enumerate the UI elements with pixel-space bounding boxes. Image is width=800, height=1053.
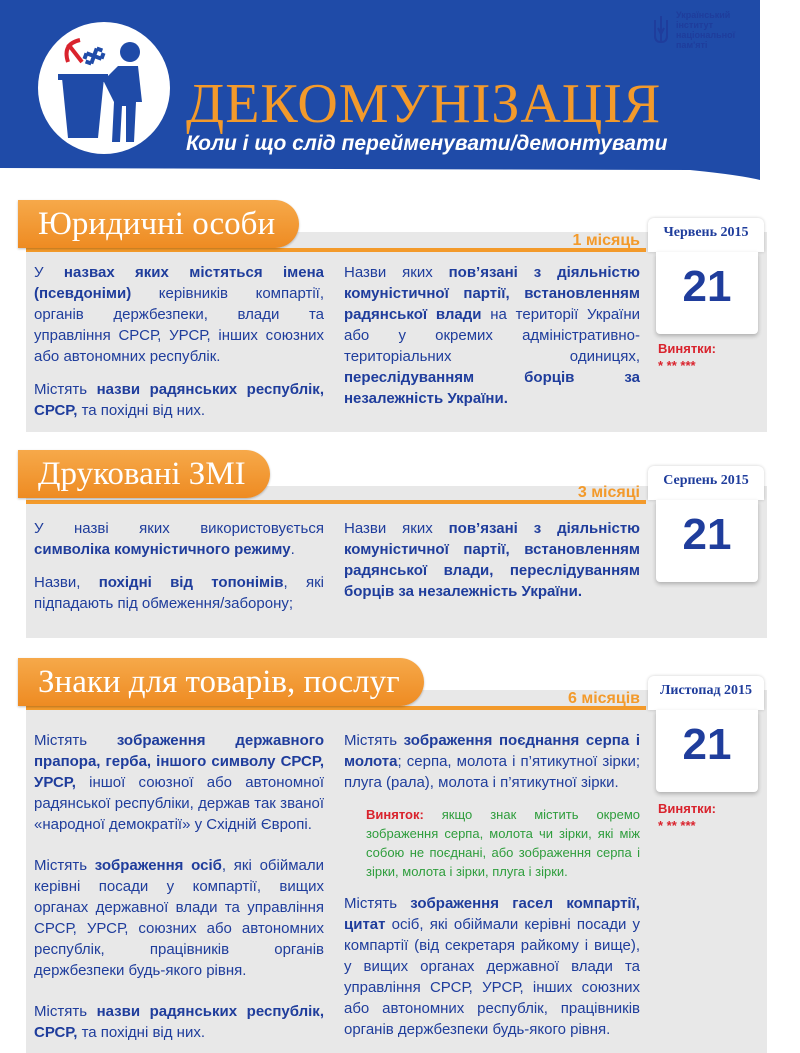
tab-print-media: Друковані ЗМІ (18, 450, 270, 498)
page-subtitle: Коли і що слід перейменувати/демонтувати (186, 132, 668, 155)
paragraph: Містять зображення державного прапора, герба, іншого символу СРСР, УРСР, іншої союзної або автономної радянської республіки, держав так званої «народної демократії» у Східній Європі. (34, 732, 324, 833)
tab-trademarks: Знаки для товарів, послуг (18, 658, 424, 706)
section-2-right-column (344, 518, 640, 614)
calendar-november (648, 676, 764, 788)
calendar-page (656, 710, 758, 792)
term-label: 6 місяців (568, 690, 640, 707)
paragraph: У назві яких використовується символіка комуністичного режиму. (34, 520, 324, 558)
exceptions-note: Винятки: * ** *** (658, 341, 717, 373)
paragraph: У назвах яких містяться імена (псевдоніми) керівників компартії, органів держбезпеки, влади та управління СРСР, УРСР, інших союзних або автономних республік. (34, 264, 325, 365)
paragraph (344, 730, 640, 793)
paragraph: Містять зображення поєднання серпа і молота; серпа, молота і п’ятикутної зірки; плуга (рала), молота і п’ятикутної зірки. (344, 732, 640, 791)
term-label: 3 місяці (577, 484, 640, 501)
paragraph (344, 893, 640, 1040)
calendar-day: 21 (682, 262, 732, 311)
exception-note: Виняток: якщо знак містить окремо зображення серпа, молота чи зірки, які між собою не поєднані, або зображення серпа і зірки, молота і зірки, плуга і зірки. (366, 807, 640, 879)
calendar-august (648, 466, 764, 578)
calendar-page (656, 252, 758, 334)
calendar-day: 21 (682, 720, 732, 769)
calendar-month: Серпень 2015 (648, 466, 764, 500)
calendar-day: 21 (682, 510, 732, 559)
calendar-month: Червень 2015 (648, 218, 764, 252)
section-3-right-column (344, 730, 640, 1052)
paragraph: Містять зображення гасел компартії, цитат осіб, які обіймали керівні посади у компартії (від секретаря райкому і вище), у вищих органах державної влади та управління СРСР, УРСР, інших союзних або автономних республік, працівників органів держбезпеки будь-якого рівня. (344, 895, 640, 1038)
decommunization-icon (38, 22, 170, 154)
paragraph: Містять назви радянських республік, СРСР, та похідні від них. (34, 381, 324, 419)
section-1-left-column (34, 262, 324, 433)
paragraph: Містять зображення осіб, які обіймали керівні посади у компартії, вищих органах державної влади та управління СРСР, УРСР, союзних або автономних республік, працівників органів держбезпеки будь-якого рівня. (34, 857, 324, 979)
calendar-page (656, 500, 758, 582)
paragraph: Назви яких пов’язані з діяльністю комуністичної партії, встановленням радянської влади, переслідуванням борців за незалежність України. (344, 520, 640, 600)
institute-name: Український інститут національної пам'яті (676, 10, 736, 50)
institute-logo (652, 10, 772, 54)
trident-icon (652, 14, 670, 46)
trash-bin-logo (38, 22, 170, 154)
section-1-right-column (344, 262, 640, 421)
header (0, 0, 800, 180)
paragraph: Назви, похідні від топонімів, які підпадають під обмеження/заборону; (34, 574, 324, 612)
section-3-left-column (34, 730, 324, 1053)
tab-legal-entities: Юридичні особи (18, 200, 299, 248)
calendar-month: Листопад 2015 (648, 676, 764, 710)
paragraph: Назви яких пов’язані з діяльністю комуністичної партії, встановленням радянської влади на території України або у окремих адміністративно-територіальних одиницях, переслідуванням борців за незалежність України. (344, 264, 640, 407)
term-label: 1 місяць (572, 232, 640, 249)
calendar-june (648, 218, 764, 330)
exceptions-note: Винятки: * ** *** (658, 801, 717, 833)
paragraph: Містять назви радянських республік, СРСР, та похідні від них. (34, 1003, 324, 1041)
page-title: ДЕКОМУНІЗАЦІЯ (186, 73, 662, 135)
section-2-left-column (34, 518, 324, 626)
